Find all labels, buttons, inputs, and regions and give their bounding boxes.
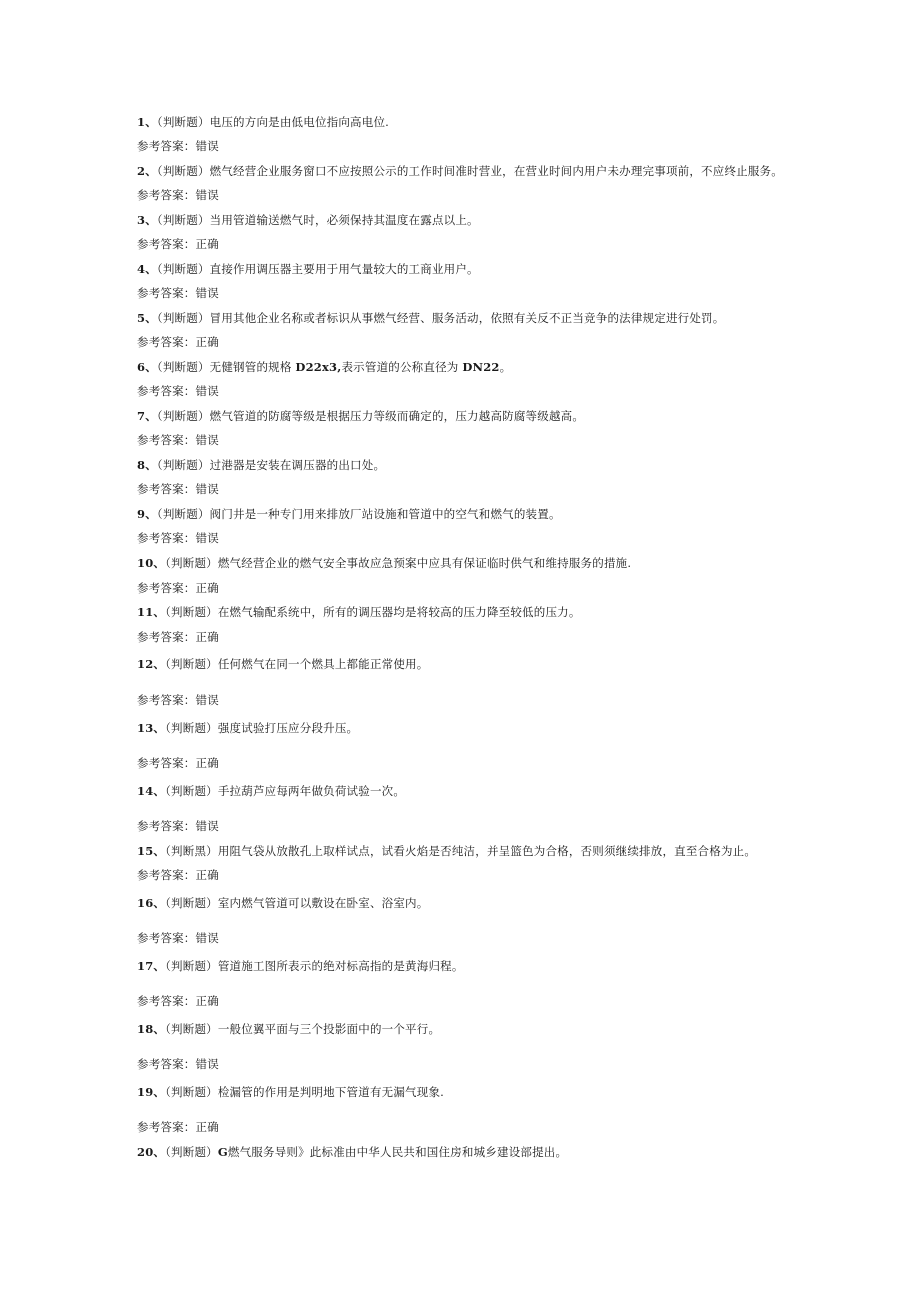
answer-5 [137,334,219,350]
question-text: 当用管道输送燃气时，必须保持其温度在露点以上。 [209,213,479,227]
answer-3 [137,236,219,252]
answer-label: 参考答案： [137,531,196,545]
answer-11 [137,629,219,645]
answer-value: 错误 [195,433,219,447]
question-18: 18、（判断题）一般位翼平面与三个投影面中的一个平行。 [137,1022,441,1036]
answer-8 [137,481,219,497]
answer-2 [137,187,219,203]
answer-label: 参考答案： [137,335,196,349]
question-text: 电压的方向是由低电位指向高电位. [209,115,390,129]
question-12: 12、（判断题）任何燃气在同一个燃具上都能正常使用。 [137,657,429,671]
question-type: （判断题） [156,115,210,129]
question-number: 3 [137,213,146,227]
answer-value: 正确 [195,581,219,595]
question-number: 15 [137,844,154,858]
question-text: 燃气经营企业的燃气安全事故应急预案中应具有保证临时供气和维持服务的措施. [217,556,632,570]
question-number: 20 [137,1145,154,1159]
answer-label: 参考答案： [137,931,196,945]
question-text: 直接作用调压器主要用于用气量较大的工商业用户。 [209,262,479,276]
answer-value: 正确 [195,756,219,770]
question-1: 1、（判断题）电压的方向是由低电位指向高电位. [137,115,390,129]
question-text: 一般位翼平面与三个投影面中的一个平行。 [217,1022,441,1036]
answer-value: 错误 [195,139,219,153]
answer-value: 错误 [195,286,219,300]
question-text: 任何燃气在同一个燃具上都能正常使用。 [217,657,429,671]
question-type: （判断题） [156,458,210,472]
question-type: （判断题） [156,164,210,178]
answer-label: 参考答案： [137,994,196,1008]
question-13: 13、（判断题）强度试验打压应分段升压。 [137,721,359,735]
answer-label: 参考答案： [137,433,196,447]
question-3: 3、（判断题）当用管道输送燃气时，必须保持其温度在露点以上。 [137,213,479,227]
question-text: 管道施工图所表示的绝对标高指的是黄海归程。 [217,959,464,973]
question-type: （判断题） [165,784,218,798]
question-number: 1 [137,115,146,129]
question-16: 16、（判断题）室内燃气管道可以敷设在卧室、浴室内。 [137,896,429,910]
answer-18 [137,1056,219,1072]
question-text: 无健钢管的规格 D22x3,表示管道的公称直径为 DN22。 [209,360,512,374]
question-type: （判断题） [156,360,210,374]
question-number: 17 [137,959,154,973]
answer-label: 参考答案： [137,693,196,707]
answer-15 [137,867,219,883]
question-number: 10 [137,556,154,570]
question-text: 在燃气输配系统中，所有的调压器均是将较高的压力降至较低的压力。 [217,605,581,619]
question-type: （判断题） [165,657,218,671]
answer-1 [137,138,219,154]
answer-9 [137,530,219,546]
question-number: 19 [137,1085,154,1099]
question-type: （判断题） [165,1145,218,1159]
question-text: 手拉葫芦应每两年做负荷试验一次。 [217,784,406,798]
question-type: （判断黑） [165,844,218,858]
question-9: 9、（判断题）阀门井是一种专门用来排放厂站设施和管道中的空气和燃气的装置。 [137,507,561,521]
question-text: 用阻气袋从放散孔上取样试点，试看火焰是否纯洁，并呈篮色为合格，否则须继续排放，直至合格为止。 [217,844,757,858]
question-text: 阀门井是一种专门用来排放厂站设施和管道中的空气和燃气的装置。 [209,507,561,521]
question-7: 7、（判断题）燃气管道的防腐等级是根据压力等级而确定的，压力越高防腐等级越高。 [137,409,585,423]
answer-17 [137,993,219,1009]
answer-value: 正确 [195,868,219,882]
answer-14 [137,818,219,834]
answer-value: 错误 [195,188,219,202]
question-19: 19、（判断题）检漏管的作用是判明地下管道有无漏气现象. [137,1085,445,1099]
question-8: 8、（判断题）过港器是安装在调压器的出口处。 [137,458,386,472]
question-type: （判断题） [156,409,210,423]
question-11: 11、（判断题）在燃气输配系统中，所有的调压器均是将较高的压力降至较低的压力。 [137,605,581,619]
question-number: 8 [137,458,146,472]
answer-label: 参考答案： [137,819,196,833]
question-2: 2、（判断题）燃气经营企业服务窗口不应按照公示的工作时间准时营业，在营业时间内用户未办理完事项前，不应终止服务。 [137,164,783,178]
question-number: 13 [137,721,154,735]
question-number: 9 [137,507,146,521]
answer-value: 正确 [195,1120,219,1134]
answer-label: 参考答案： [137,139,196,153]
answer-value: 正确 [195,994,219,1008]
answer-value: 正确 [195,335,219,349]
answer-value: 错误 [195,819,219,833]
answer-12 [137,692,219,708]
question-number: 14 [137,784,154,798]
answer-value: 错误 [195,693,219,707]
answer-label: 参考答案： [137,482,196,496]
question-4: 4、（判断题）直接作用调压器主要用于用气量较大的工商业用户。 [137,262,479,276]
question-text: 室内燃气管道可以敷设在卧室、浴室内。 [217,896,429,910]
answer-value: 错误 [195,531,219,545]
answer-7 [137,432,219,448]
answer-value: 错误 [195,384,219,398]
question-type: （判断题） [165,556,218,570]
question-number: 7 [137,409,146,423]
answer-label: 参考答案： [137,581,196,595]
question-type: （判断题） [165,1022,218,1036]
answer-value: 错误 [195,931,219,945]
answer-label: 参考答案： [137,868,196,882]
question-type: （判断题） [165,605,218,619]
question-number: 16 [137,896,154,910]
question-text: 燃气经营企业服务窗口不应按照公示的工作时间准时营业，在营业时间内用户未办理完事项前，不应终止服务。 [209,164,783,178]
question-type: （判断题） [165,896,218,910]
answer-16 [137,930,219,946]
answer-label: 参考答案： [137,756,196,770]
question-text: 冒用其他企业名称或者标识从事燃气经营、服务活动，依照有关反不正当竞争的法律规定进行处罚。 [209,311,725,325]
question-type: （判断题） [165,959,218,973]
answer-value: 错误 [195,482,219,496]
question-number: 6 [137,360,146,374]
question-type: （判断题） [156,213,210,227]
question-number: 5 [137,311,146,325]
answer-10 [137,580,219,596]
answer-label: 参考答案： [137,286,196,300]
answer-4 [137,285,219,301]
question-number: 18 [137,1022,154,1036]
question-15: 15、（判断黑）用阻气袋从放散孔上取样试点，试看火焰是否纯洁，并呈篮色为合格，否则须继续排放，直至合格为止。 [137,844,757,858]
answer-label: 参考答案： [137,237,196,251]
question-type: （判断题） [165,1085,218,1099]
answer-19 [137,1119,219,1135]
question-10: 10、（判断题）燃气经营企业的燃气安全事故应急预案中应具有保证临时供气和维持服务的措施. [137,556,632,570]
answer-label: 参考答案： [137,188,196,202]
question-17: 17、（判断题）管道施工图所表示的绝对标高指的是黄海归程。 [137,959,464,973]
answer-label: 参考答案： [137,630,196,644]
question-type: （判断题） [156,262,210,276]
question-6: 6、（判断题）无健钢管的规格 D22x3,表示管道的公称直径为 DN22。 [137,360,512,374]
question-text: G燃气服务导则》此标准由中华人民共和国住房和城乡建设部提出。 [217,1145,568,1159]
question-number: 11 [137,605,154,619]
question-type: （判断题） [156,311,210,325]
question-20: 20、（判断题）G燃气服务导则》此标准由中华人民共和国住房和城乡建设部提出。 [137,1145,568,1159]
answer-13 [137,755,219,771]
question-5: 5、（判断题）冒用其他企业名称或者标识从事燃气经营、服务活动，依照有关反不正当竞争的法律规定进行处罚。 [137,311,725,325]
question-text: 检漏管的作用是判明地下管道有无漏气现象. [217,1085,445,1099]
question-text: 燃气管道的防腐等级是根据压力等级而确定的，压力越高防腐等级越高。 [209,409,585,423]
answer-label: 参考答案： [137,384,196,398]
question-text: 强度试验打压应分段升压。 [217,721,359,735]
question-type: （判断题） [156,507,210,521]
answer-label: 参考答案： [137,1057,196,1071]
answer-value: 正确 [195,237,219,251]
question-text: 过港器是安装在调压器的出口处。 [209,458,386,472]
answer-label: 参考答案： [137,1120,196,1134]
question-type: （判断题） [165,721,218,735]
question-number: 12 [137,657,154,671]
question-14: 14、（判断题）手拉葫芦应每两年做负荷试验一次。 [137,784,406,798]
question-number: 2 [137,164,146,178]
answer-value: 错误 [195,1057,219,1071]
answer-value: 正确 [195,630,219,644]
question-number: 4 [137,262,146,276]
answer-6 [137,383,219,399]
